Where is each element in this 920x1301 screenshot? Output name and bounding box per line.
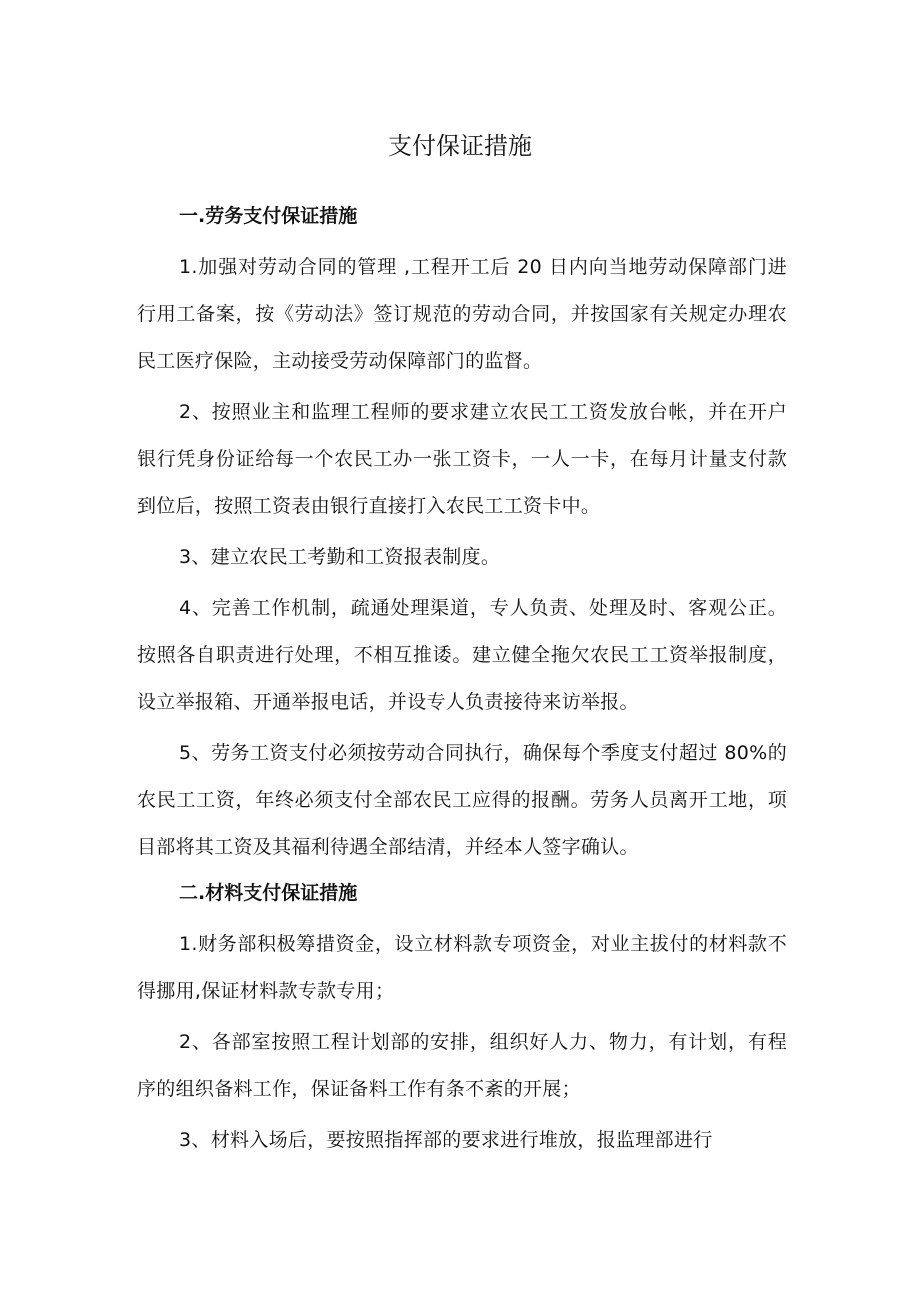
labor-paragraph-1: 1.加强对劳动合同的管理 ,工程开工后 20 日内向当地劳动保障部门进行用工备案，按《劳动法》签订规范的劳动合同，并按国家有关规定办理农民工医疗保险，主动接受劳动保障部门的监督。 — [137, 256, 787, 372]
labor-paragraph-2: 2、按照业主和监理工程师的要求建立农民工工资发放台帐，并在开户银行凭身份证给每一个农民工办一张工资卡，一人一卡，在每月计量支付款到位后，按照工资表由银行直接打入农民工工资卡中。 — [137, 401, 787, 517]
labor-paragraph-3: 3、建立农民工考勤和工资报表制度。 — [179, 546, 501, 568]
materials-paragraph-3: 3、材料入场后，要按照指挥部的要求进行堆放，报监理部进行 — [179, 1129, 713, 1151]
labor-paragraph-4: 4、完善工作机制，疏通处理渠道，专人负责、处理及时、客观公正。按照各自职责进行处理，不相互推诿。建立健全拖欠农民工工资举报制度，设立举报箱、开通举报电话，并设专人负责接待来访举报。 — [137, 597, 787, 713]
materials-paragraph-2: 2、各部室按照工程计划部的安排，组织好人力、物力，有计划，有程序的组织备料工作，保证备料工作有条不紊的开展； — [137, 1031, 787, 1100]
document-body — [137, 200, 787, 1164]
labor-paragraph-5: 5、劳务工资支付必须按劳动合同执行，确保每个季度支付超过 80%的农民工工资，年终必须支付全部农民工应得的报酬。劳务人员离开工地，项目部将其工资及其福利待遇全部结清，并经本人签字确认。 — [137, 742, 787, 858]
materials-paragraph-1: 1.财务部积极筹措资金，设立材料款专项资金，对业主拔付的材料款不得挪用,保证材料款专款专用； — [137, 933, 787, 1002]
document-title: 支付保证措施 — [388, 132, 532, 160]
section-heading-materials: 二.材料支付保证措施 — [179, 882, 358, 904]
section-heading-labor: 一.劳务支付保证措施 — [179, 205, 358, 227]
